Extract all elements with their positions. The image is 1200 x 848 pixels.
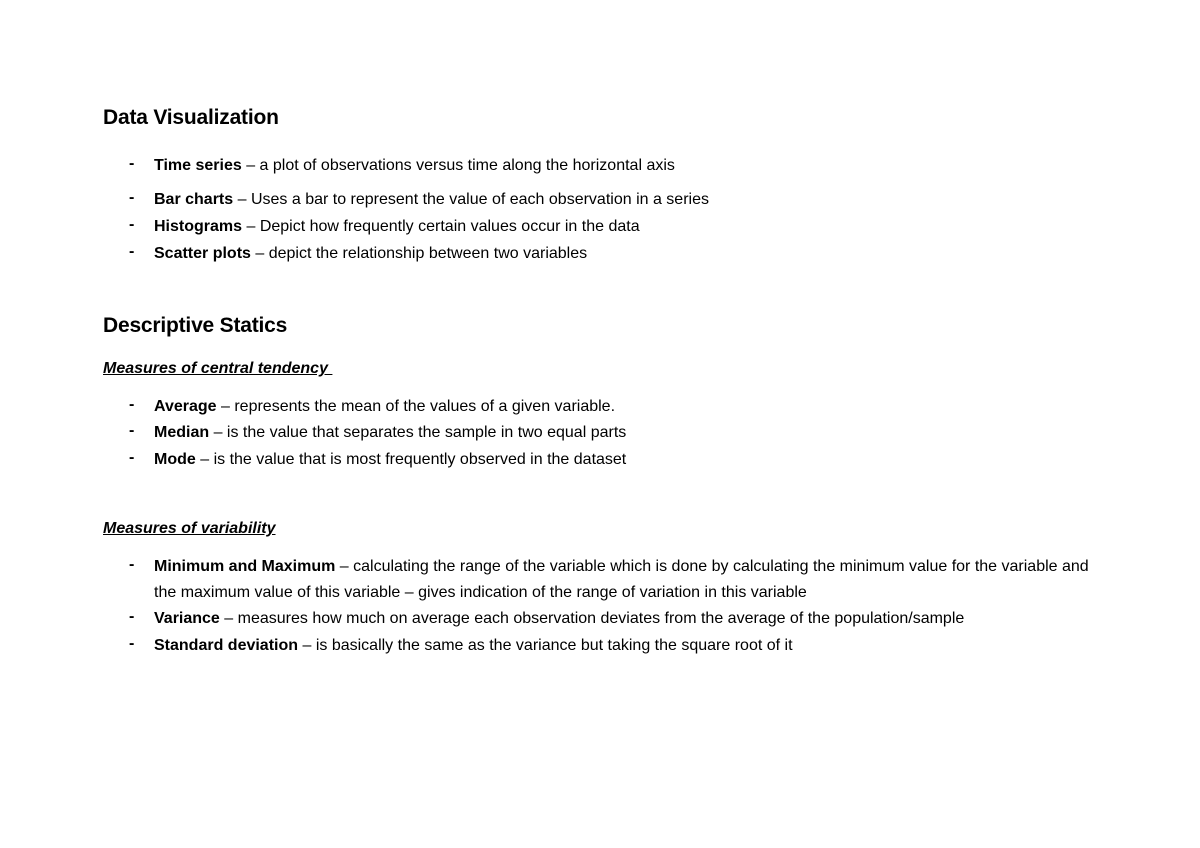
item-description: – calculating the range of the variable which is done by calculating the minimum value for the variable and the maximum value of this variable – gives indication of the range of variation in this variable xyxy=(154,558,1089,601)
list-item-text xyxy=(154,633,1114,659)
item-description: – is the value that is most frequently observed in the dataset xyxy=(195,451,627,468)
item-description: – a plot of observations versus time along the horizontal axis xyxy=(241,157,675,174)
item-description: – depict the relationship between two variables xyxy=(250,245,588,262)
bullet-dash: - xyxy=(129,556,135,573)
item-description: – measures how much on average each observation deviates from the average of the population/sample xyxy=(219,610,965,627)
item-term: Average xyxy=(154,398,217,415)
subheading-central-tendency: Measures of central tendency xyxy=(103,360,333,377)
item-term: Median xyxy=(154,424,210,441)
bullet-dash: - xyxy=(129,635,135,652)
item-term: Variance xyxy=(154,610,220,627)
list-item-text xyxy=(154,214,1114,240)
list-item-text xyxy=(154,241,1114,267)
bullet-dash: - xyxy=(129,608,135,625)
item-description: – is basically the same as the variance but taking the square root of it xyxy=(298,637,793,654)
item-description: – Uses a bar to represent the value of each observation in a series xyxy=(233,191,709,208)
list-item-text xyxy=(154,187,1114,213)
list-item-text xyxy=(154,606,1114,632)
heading-descriptive-statics: Descriptive Statics xyxy=(103,314,288,337)
item-term: Histograms xyxy=(154,218,243,235)
heading-data-visualization: Data Visualization xyxy=(103,106,279,129)
item-term: Standard deviation xyxy=(154,637,299,654)
bullet-dash: - xyxy=(129,216,135,233)
list-item-text xyxy=(154,447,1114,473)
item-description: – is the value that separates the sample in two equal parts xyxy=(209,424,627,441)
bullet-dash: - xyxy=(129,243,135,260)
list-item-text xyxy=(154,394,1114,420)
list-item-text xyxy=(154,554,1099,606)
bullet-dash: - xyxy=(129,396,135,413)
subheading-variability: Measures of variability xyxy=(103,520,276,537)
bullet-dash: - xyxy=(129,449,135,466)
bullet-dash: - xyxy=(129,155,135,172)
item-term: Mode xyxy=(154,451,196,468)
list-item-text xyxy=(154,420,1114,446)
list-item-text xyxy=(154,153,1114,179)
item-term: Minimum and Maximum xyxy=(154,558,336,575)
item-description: – represents the mean of the values of a given variable. xyxy=(216,398,616,415)
item-term: Time series xyxy=(154,157,242,174)
bullet-dash: - xyxy=(129,189,135,206)
bullet-dash: - xyxy=(129,422,135,439)
item-term: Bar charts xyxy=(154,191,234,208)
item-term: Scatter plots xyxy=(154,245,251,262)
item-description: – Depict how frequently certain values occur in the data xyxy=(242,218,640,235)
